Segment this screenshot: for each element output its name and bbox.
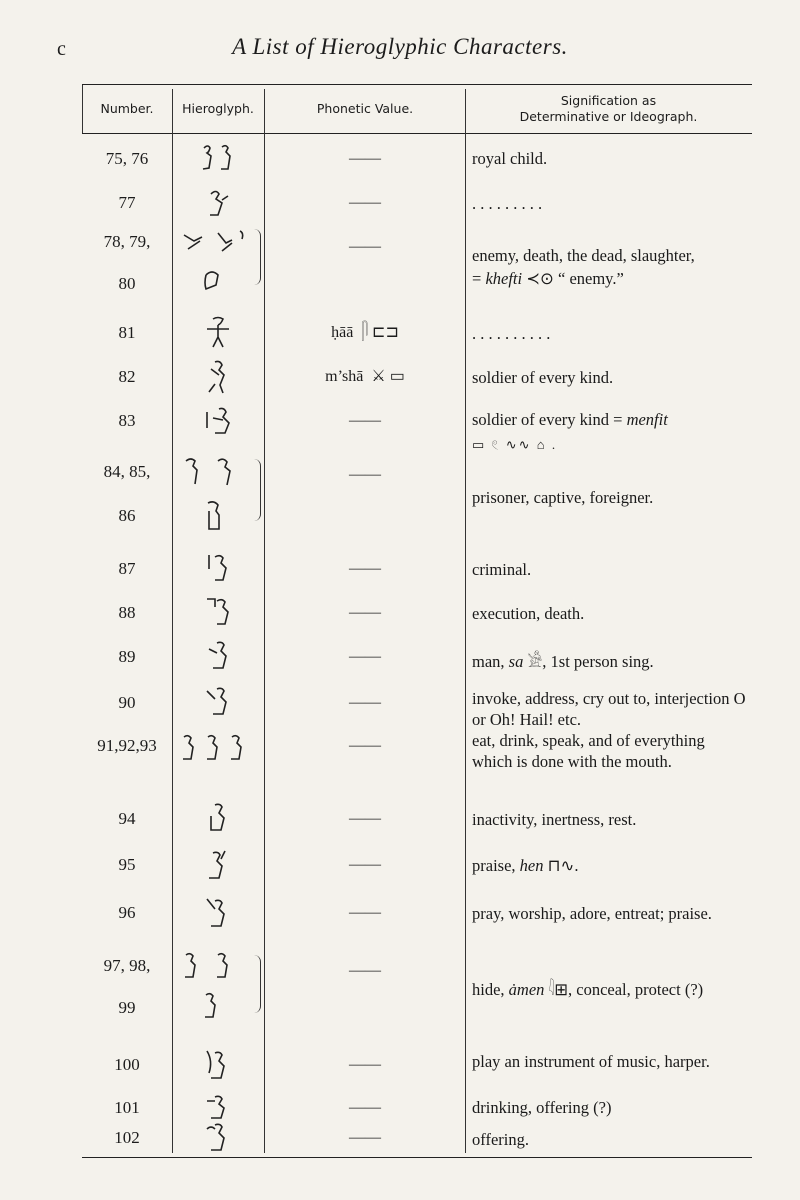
row-number: 77 (118, 193, 136, 212)
table-row (82, 355, 752, 399)
signification-pre: hide, (472, 980, 509, 999)
row-number: 101 (114, 1098, 140, 1117)
phonetic-text: m’shā (325, 368, 364, 385)
signification-text (472, 855, 747, 876)
row-number: 89 (118, 647, 136, 666)
row-brace (254, 459, 261, 521)
worshipping-man-glyph-icon (172, 891, 264, 934)
seated-child-glyph-icon (172, 137, 264, 180)
signification-text: . . . . . . . . . (472, 194, 543, 213)
table-row (82, 591, 752, 635)
signification-post: . (574, 856, 579, 875)
column-divider (82, 85, 83, 133)
row-number: 102 (114, 1128, 140, 1147)
row-number-line2: 99 (118, 998, 136, 1017)
harper-glyph-icon (172, 1043, 264, 1086)
phonetic-value: —— (349, 604, 381, 621)
hieroglyph-table (82, 84, 752, 1158)
page-header (0, 34, 800, 68)
row-number (82, 955, 172, 1019)
transliteration: ȧmen (508, 980, 545, 999)
table-row (82, 225, 752, 309)
column-header-phonetic: Phonetic Value. (316, 101, 414, 117)
inline-glyph-icon: ≺⊙ (522, 269, 558, 288)
column-header-hieroglyph: Hieroglyph. (182, 101, 254, 117)
phonetic-text: ḥāā (331, 324, 354, 341)
signification-text: offering. (472, 1130, 529, 1149)
signification-line2-pre: = (472, 269, 486, 288)
signification-text: . . . . . . . . . . (472, 324, 551, 343)
row-number (82, 231, 172, 295)
inline-glyph-icon: ⊓∿ (543, 856, 575, 875)
table-row (82, 181, 752, 221)
inline-glyph-icon: 𓋴 ⊏⊐ (357, 324, 399, 341)
resting-man-glyph-icon (172, 797, 264, 840)
phonetic-value: —— (349, 737, 381, 754)
phonetic-value: —— (349, 856, 381, 873)
seated-figure-glyph-icon (172, 181, 264, 224)
transliteration: sa (508, 652, 524, 671)
row-number: 75, 76 (105, 149, 149, 168)
signification-text: royal child. (472, 149, 548, 168)
row-number: 91,92,93 (97, 736, 157, 755)
row-number-line1: 97, 98, (103, 956, 151, 975)
signification-text: execution, death. (472, 604, 585, 623)
transliteration: khefti (485, 269, 523, 288)
row-number-line1: 78, 79, (103, 232, 151, 251)
running-title: A List of Hieroglyphic Characters. (232, 34, 568, 59)
drinking-man-glyph-icon (172, 1095, 264, 1121)
column-header-number: Number. (100, 101, 154, 117)
signification-text: soldier of every kind. (472, 368, 614, 387)
signification-pre: soldier of every kind = (472, 410, 627, 429)
signification-text (472, 979, 747, 1000)
row-number: 95 (118, 855, 136, 874)
table-row (82, 635, 752, 681)
phonetic-value: —— (349, 962, 381, 979)
fallen-enemy-glyph-icon (172, 225, 264, 305)
bound-prisoner-glyph-icon (172, 311, 264, 354)
praising-man-glyph-icon (172, 843, 264, 886)
row-number: 96 (118, 903, 136, 922)
phonetic-value: —— (349, 1129, 381, 1146)
table-row (82, 797, 752, 841)
row-number (82, 461, 172, 527)
inline-glyph-icon: 𓀀 (523, 652, 543, 671)
offering-man-glyph-icon (172, 1119, 264, 1157)
signification-pre: praise, (472, 856, 520, 875)
phonetic-value: —— (349, 1056, 381, 1073)
signification-text: inactivity, inertness, rest. (472, 810, 637, 829)
phonetic-value: —— (349, 412, 381, 429)
table-row (82, 843, 752, 889)
seated-man-glyph-icon (172, 635, 264, 678)
table-row (82, 137, 752, 177)
table-row (82, 453, 752, 545)
signification-text: invoke, address, cry out to, interjection O or Oh! Hail! etc. (472, 689, 746, 729)
row-number: 88 (118, 603, 136, 622)
phonetic-value (265, 311, 465, 354)
table-row (82, 681, 752, 731)
row-brace (254, 229, 261, 285)
row-number: 100 (114, 1055, 140, 1074)
row-number: 82 (118, 367, 136, 386)
transliteration: hen (519, 856, 544, 875)
row-number: 94 (118, 809, 136, 828)
invoking-man-glyph-icon (172, 681, 264, 724)
signification-post: , 1st person sing. (542, 652, 654, 671)
signification-text: prisoner, captive, foreigner. (472, 488, 654, 507)
signification-post: , conceal, protect (?) (568, 980, 704, 999)
phonetic-value: —— (349, 194, 381, 211)
phonetic-value: —— (349, 810, 381, 827)
table-row (82, 1119, 752, 1155)
signification-text (472, 245, 747, 289)
signification-text: criminal. (472, 560, 532, 579)
table-row (82, 547, 752, 591)
signification-text (472, 409, 747, 455)
table-header-row (82, 85, 752, 134)
row-brace (254, 955, 261, 1013)
eating-man-glyph-icon (172, 731, 264, 765)
phonetic-value: —— (349, 466, 381, 483)
signification-header-line1: Signification as (560, 93, 657, 109)
table-row (82, 311, 752, 355)
inline-glyph-icon: ⚔ ▭ (367, 368, 405, 385)
hiding-man-glyph-icon (172, 949, 264, 1031)
row-number-line2: 80 (118, 274, 136, 293)
phonetic-value: —— (349, 560, 381, 577)
row-number: 87 (118, 559, 136, 578)
transliteration: menfit (626, 410, 668, 429)
table-row (82, 1043, 752, 1093)
signification-header-line2: Determinative or Ideograph. (519, 109, 698, 124)
criminal-glyph-icon (172, 547, 264, 590)
table-row (82, 891, 752, 945)
row-number: 83 (118, 411, 136, 430)
signification-line1: enemy, death, the dead, slaughter, (472, 246, 695, 265)
inline-glyph-icon: 𓇋⊞ (544, 980, 569, 999)
signification-text: pray, worship, adore, entreat; praise. (472, 904, 712, 923)
signification-text: drinking, offering (?) (472, 1098, 612, 1117)
row-number: 81 (118, 323, 136, 342)
phonetic-value: —— (349, 1099, 381, 1116)
signification-text (472, 651, 747, 672)
table-row (82, 1095, 752, 1121)
phonetic-value: —— (349, 694, 381, 711)
signification-pre: man, (472, 652, 509, 671)
inline-glyph-group-icon: ▭ 𓏲 ∿∿ ⌂ . (472, 437, 558, 452)
phonetic-value: —— (349, 904, 381, 921)
phonetic-value: —— (349, 238, 381, 255)
row-number-line2: 86 (118, 506, 136, 525)
soldier-glyph-icon (172, 355, 264, 398)
prisoner-glyph-icon (172, 453, 264, 537)
table-row (82, 949, 752, 1041)
row-number: 90 (118, 693, 136, 712)
signification-text: play an instrument of music, harper. (472, 1052, 710, 1071)
table-row (82, 399, 752, 451)
row-number-line1: 84, 85, (103, 462, 151, 481)
column-header-signification (465, 85, 752, 133)
phonetic-value: —— (349, 150, 381, 167)
table-row (82, 731, 752, 795)
signification-text: eat, drink, speak, and of everything which is done with the mouth. (472, 731, 705, 771)
signification-line2-post: “ enemy.” (558, 269, 624, 288)
phonetic-value (265, 355, 465, 398)
page-letter: c (57, 38, 66, 60)
kneeling-soldier-glyph-icon (172, 399, 264, 442)
execution-glyph-icon (172, 591, 264, 634)
phonetic-value: —— (349, 648, 381, 665)
